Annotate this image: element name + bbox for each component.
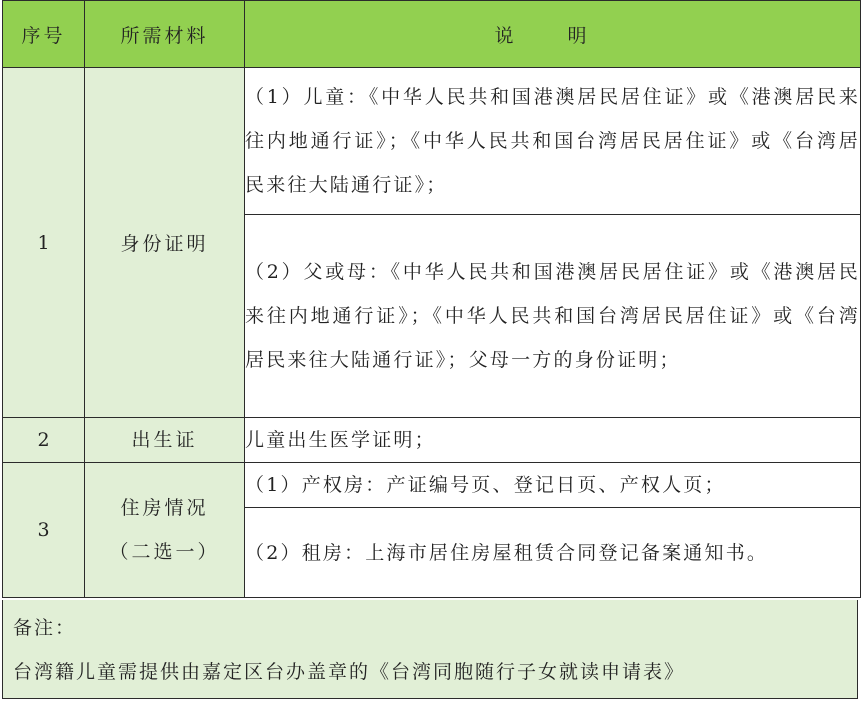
notes-text: 台湾籍儿童需提供由嘉定区台办盖章的《台湾同胞随行子女就读申请表》 [13, 661, 686, 683]
material-name: 住房情况 [120, 497, 209, 519]
description-cell: （2）租房：上海市居住房屋租赁合同登记备案通知书。 [245, 508, 861, 598]
materials-table [2, 0, 861, 598]
description-cell: （1）产权房：产证编号页、登记日页、产权人页； [245, 463, 861, 508]
header-material: 所需材料 [85, 1, 245, 68]
row-number: 1 [3, 68, 85, 418]
description-cell: （2）父或母：《中华人民共和国港澳居民居住证》或《港澳居民来往内地通行证》；《中华人民共和国台湾居民居住证》或《台湾居民来往大陆通行证》；父母一方的身份证明； [245, 215, 861, 418]
material-note: （二选一） [109, 541, 220, 563]
table-row [3, 418, 861, 463]
table-row [3, 463, 861, 508]
header-description: 说 明 [245, 1, 861, 68]
description-cell: （1）儿童：《中华人民共和国港澳居民居住证》或《港澳居民来往内地通行证》；《中华人民共和国台湾居民居住证》或《台湾居民来往大陆通行证》； [245, 68, 861, 215]
notes-label: 备注： [13, 617, 77, 639]
table-header-row [3, 1, 861, 68]
material-cell [85, 463, 245, 598]
header-no: 序号 [3, 1, 85, 68]
material-name: 身份证明 [85, 68, 245, 418]
material-name: 出生证 [85, 418, 245, 463]
notes-section [2, 600, 858, 699]
table-row [3, 68, 861, 215]
description-cell: 儿童出生医学证明； [245, 418, 861, 463]
row-number: 3 [3, 463, 85, 598]
row-number: 2 [3, 418, 85, 463]
